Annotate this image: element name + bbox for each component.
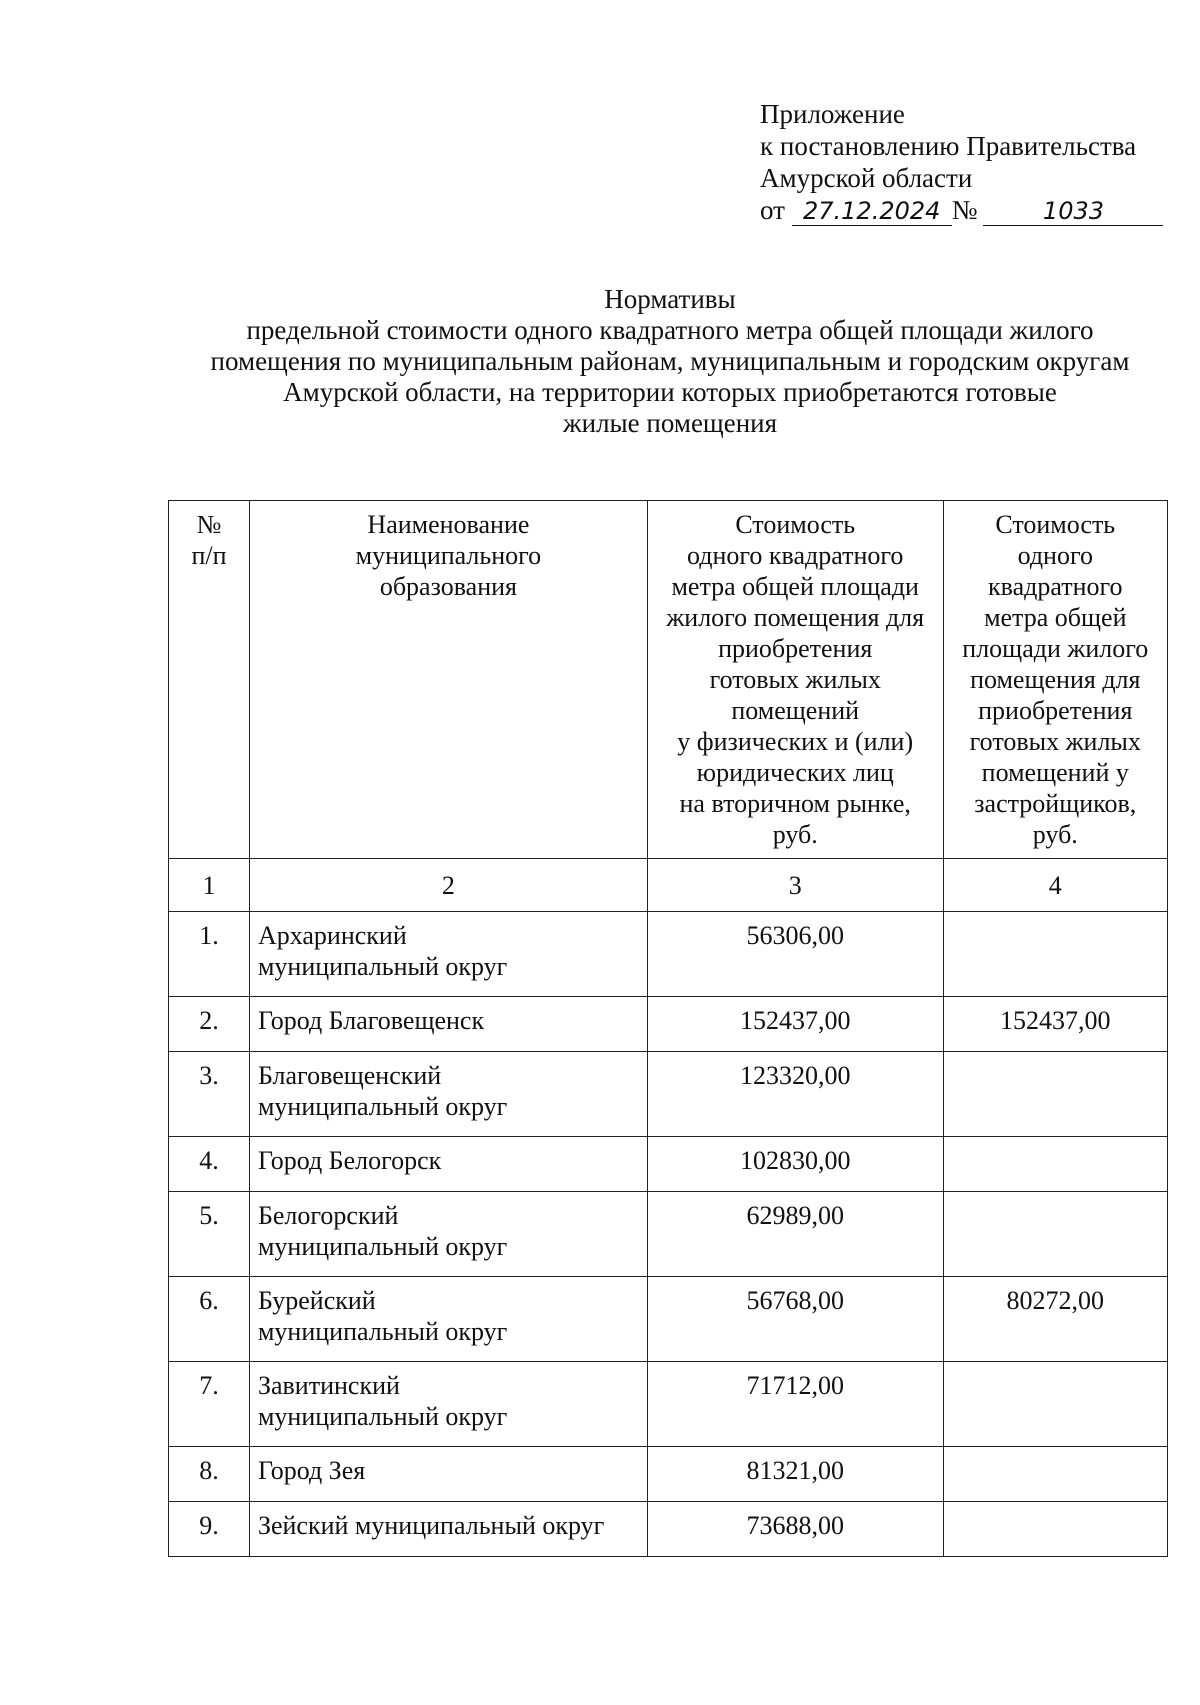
table-row (169, 912, 1168, 997)
row-name-line: муниципальный округ (257, 952, 508, 981)
table-row (169, 1362, 1168, 1447)
date-prefix: от (760, 195, 785, 225)
row-number: 8. (169, 1447, 250, 1502)
header-number (169, 501, 250, 859)
appendix-resolution: к постановлению Правительства (760, 131, 1137, 161)
header-name (249, 501, 647, 859)
header-text: Наименование (367, 510, 530, 539)
row-secondary-value: 81321,00 (647, 1447, 943, 1502)
table-row (169, 997, 1168, 1052)
table-row (169, 1192, 1168, 1277)
header-text: готовых жилых (709, 665, 881, 694)
row-name-line: муниципальный округ (257, 1092, 508, 1121)
row-developer-value (943, 1362, 1167, 1447)
row-developer-value (943, 1502, 1167, 1557)
row-number: 1. (169, 912, 250, 997)
row-developer-value: 80272,00 (943, 1277, 1167, 1362)
header-text: помещения для (970, 665, 1141, 694)
header-text: помещений у (981, 758, 1129, 787)
appendix-region: Амурской области (760, 163, 973, 193)
table-row (169, 1277, 1168, 1362)
row-name (249, 1277, 647, 1362)
row-secondary-value: 56306,00 (647, 912, 943, 997)
row-name-line: Зейский муниципальный округ (257, 1511, 605, 1540)
header-text: одного (1017, 541, 1093, 570)
table-row (169, 1137, 1168, 1192)
row-secondary-value: 123320,00 (647, 1052, 943, 1137)
header-text: руб. (772, 820, 818, 849)
row-name-line: Город Благовещенск (257, 1006, 485, 1035)
title-line-4: Амурской области, на территории которых приобретаются готовые (283, 377, 1057, 407)
row-developer-value (943, 1447, 1167, 1502)
row-secondary-value: 152437,00 (647, 997, 943, 1052)
row-number: 3. (169, 1052, 250, 1137)
row-name-line: муниципальный округ (257, 1402, 508, 1431)
header-text: жилого помещения для (666, 603, 925, 632)
row-developer-value (943, 1192, 1167, 1277)
row-number: 7. (169, 1362, 250, 1447)
header-text: метра общей площади (671, 572, 919, 601)
row-number: 9. (169, 1502, 250, 1557)
appendix-block (760, 98, 1180, 226)
row-name (249, 1192, 647, 1277)
number-sign: № (951, 195, 978, 225)
handwritten-number: 1033 (983, 197, 1163, 226)
header-text: помещений (731, 696, 860, 725)
row-secondary-value: 56768,00 (647, 1277, 943, 1362)
header-text: п/п (191, 541, 227, 570)
row-name-line: Город Зея (257, 1456, 366, 1485)
header-text: квадратного (988, 572, 1123, 601)
column-number: 3 (647, 859, 943, 912)
table-row (169, 1052, 1168, 1137)
header-text: метра общей (984, 603, 1127, 632)
header-text: приобретения (718, 634, 873, 663)
row-name (249, 1447, 647, 1502)
header-text: приобретения (978, 696, 1133, 725)
title-line-1: Нормативы (604, 284, 736, 314)
row-developer-value (943, 1052, 1167, 1137)
handwritten-date: 27.12.2024 (792, 197, 952, 226)
header-text: Стоимость (995, 510, 1116, 539)
header-text: юридических лиц (696, 758, 894, 787)
header-text: одного квадратного (687, 541, 904, 570)
header-text: руб. (1032, 820, 1078, 849)
header-developers (943, 501, 1167, 859)
column-number-row (169, 859, 1168, 912)
row-secondary-value: 71712,00 (647, 1362, 943, 1447)
title-line-5: жилые помещения (562, 408, 778, 438)
row-name (249, 1362, 647, 1447)
title-line-3: помещения по муниципальным районам, муниципальным и городским округам (210, 346, 1130, 376)
row-number: 5. (169, 1192, 250, 1277)
row-secondary-value: 73688,00 (647, 1502, 943, 1557)
appendix-date-number (760, 194, 1180, 226)
document-title (160, 284, 1180, 439)
row-name-line: Архаринский (257, 921, 407, 950)
row-name (249, 997, 647, 1052)
column-number: 4 (943, 859, 1167, 912)
header-text: № (196, 510, 222, 539)
row-name-line: Благовещенский (257, 1061, 442, 1090)
header-text: застройщиков, (974, 789, 1137, 818)
row-developer-value (943, 912, 1167, 997)
header-text: образования (379, 572, 517, 601)
table-row (169, 1447, 1168, 1502)
row-name-line: муниципальный округ (257, 1317, 508, 1346)
row-name-line: Белогорский (257, 1201, 399, 1230)
row-name (249, 1502, 647, 1557)
norms-table (168, 500, 1168, 1557)
header-text: готовых жилых (969, 727, 1141, 756)
row-secondary-value: 62989,00 (647, 1192, 943, 1277)
row-name-line: Город Белогорск (257, 1146, 442, 1175)
column-number: 1 (169, 859, 250, 912)
header-text: Стоимость (735, 510, 856, 539)
table-header-row (169, 501, 1168, 859)
row-name (249, 912, 647, 997)
row-name-line: муниципальный округ (257, 1232, 508, 1261)
row-name-line: Бурейский (257, 1286, 376, 1315)
row-number: 6. (169, 1277, 250, 1362)
row-number: 2. (169, 997, 250, 1052)
header-text: у физических и (или) (677, 727, 914, 756)
header-text: площади жилого (962, 634, 1149, 663)
row-name (249, 1137, 647, 1192)
header-text: муниципального (355, 541, 542, 570)
header-secondary-market (647, 501, 943, 859)
column-number: 2 (249, 859, 647, 912)
row-name-line: Завитинский (257, 1371, 400, 1400)
title-line-2: предельной стоимости одного квадратного метра общей площади жилого (246, 315, 1094, 345)
row-secondary-value: 102830,00 (647, 1137, 943, 1192)
header-text: на вторичном рынке, (679, 789, 911, 818)
table-row (169, 1502, 1168, 1557)
row-developer-value (943, 1137, 1167, 1192)
row-developer-value: 152437,00 (943, 997, 1167, 1052)
row-number: 4. (169, 1137, 250, 1192)
row-name (249, 1052, 647, 1137)
appendix-label: Приложение (760, 99, 905, 129)
